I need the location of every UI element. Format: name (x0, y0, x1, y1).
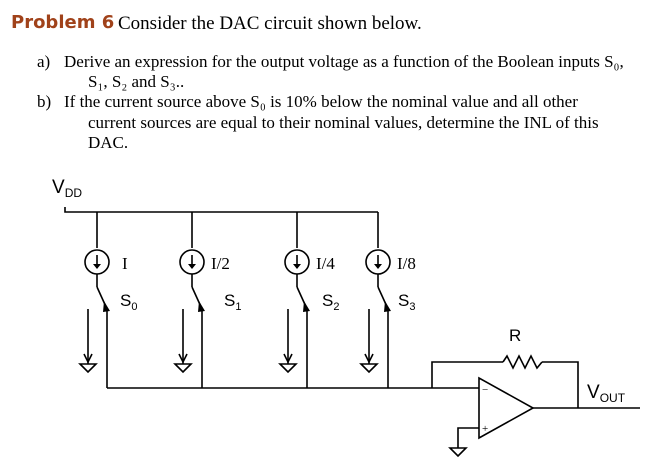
resistor-icon (503, 356, 542, 368)
vout-label: $V_{OUT}$ (587, 382, 626, 405)
part-b-line-1: If the current source above S₀ is 10% below the nominal value and all other (64, 92, 578, 111)
ground-icon (175, 364, 191, 372)
current-label-2: I/4 (316, 254, 335, 273)
ground-icon (80, 364, 96, 372)
part-a-line-2: S₁, S₂ and S₃.. (88, 72, 185, 91)
part-a-marker: a) (37, 52, 51, 71)
resistor-label: R (509, 326, 522, 345)
ground-icon (361, 364, 377, 372)
part-b-marker: b) (37, 92, 52, 111)
current-label-3: I/8 (397, 254, 416, 273)
part-b-line-3: DAC. (88, 133, 129, 152)
part-a-line-1: Derive an expression for the output voltage as a function of the Boolean inputs S₀, (64, 52, 624, 71)
current-label-1: I/2 (211, 254, 230, 273)
vdd-label: $V_{DD}$ (52, 177, 83, 200)
part-b-line-2: current sources are equal to their nominal values, determine the INL of this (88, 113, 599, 132)
switch-label-2: $S_2$ (322, 291, 340, 313)
ground-icon (450, 448, 466, 456)
switch-label-1: $S_1$ (224, 291, 242, 313)
ground-icon (280, 364, 296, 372)
problem-statement: Consider the DAC circuit shown below. (118, 13, 422, 34)
switch-label-3: $S_3$ (398, 291, 416, 313)
current-label-0: I (122, 254, 128, 273)
opamp-inverting-label: − (482, 384, 489, 396)
problem-label: Problem 6 (11, 12, 115, 33)
feedback-wire (542, 362, 578, 408)
opamp-noninverting-label: + (482, 423, 489, 435)
feedback-wire (432, 362, 503, 388)
switch-label-0: $S_0$ (120, 291, 138, 313)
vdd-rail (65, 207, 378, 212)
